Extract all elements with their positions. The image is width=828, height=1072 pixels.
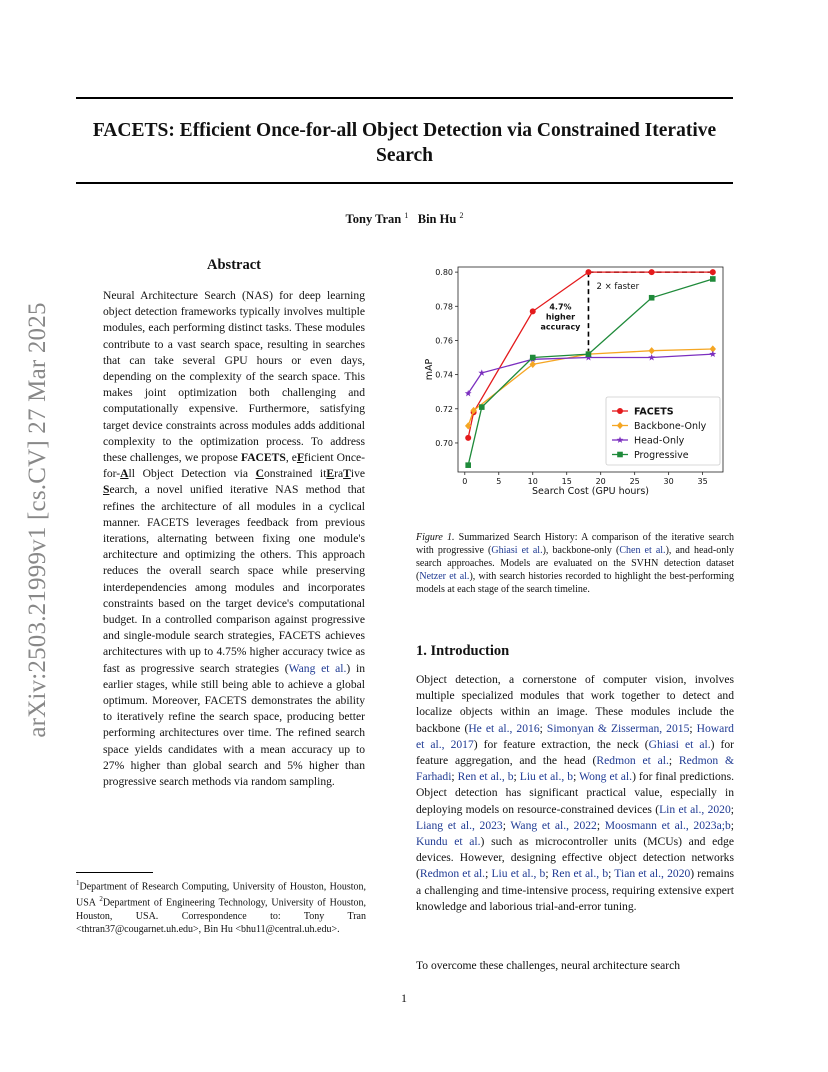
speedup-annotation: 2 × faster [596, 282, 640, 293]
citation-link[interactable]: He et al., 2016 [468, 721, 540, 735]
citation-link[interactable]: Liang et al., 2023 [416, 818, 503, 832]
data-point [586, 351, 592, 357]
y-tick-label: 0.72 [435, 404, 453, 414]
affiliation-mark: 2 [459, 211, 464, 220]
accuracy-annotation: accuracy [540, 322, 581, 332]
citation-link[interactable]: Tian et al., 2020 [614, 867, 691, 881]
y-tick-label: 0.70 [435, 438, 453, 448]
top-rule [76, 97, 733, 99]
data-point [479, 404, 485, 410]
y-tick-label: 0.78 [435, 302, 453, 312]
data-point [649, 269, 655, 275]
x-tick-label: 0 [462, 477, 468, 486]
x-tick-label: 5 [496, 477, 502, 486]
data-point [530, 355, 536, 361]
paper-title: FACETS: Efficient Once-for-all Object Detection via Constrained Iterative Search [92, 120, 717, 166]
citation-link[interactable]: Ghiasi et al. [491, 545, 543, 556]
abstract-text: Neural Architecture Search (NAS) for deep learning object detection frameworks typically involves multiple modules, each performing distinct tasks. These modules contribute to a vast search space, resulting in searches that can take several GPU hours or even days, depending on the complexity of the search space. This makes joint optimization both challenging and computationally expensive. Furthermore, satisfying target device constraints across modules adds additional complexity to the optimization process. To address these challenges, we propose FACETS, eFficient Once-for-All Object Detection via Constrained itEraTive Search, a novel unified iterative NAS method that refines the architecture of all modules in a cyclical manner. FACETS leverages feedback from previous iterations, alternating between fixing one module's architecture and optimizing the others. This approach reduces the overall search space while preserving interdependencies among modules and incorporates constraints based on the target device's computational budget. In a controlled comparison against progressive and single-module search strategies, FACETS achieves architectures with up to 4.75% higher accuracy twice as fast as progressive search strategies (Wang et al.) in earlier stages, while still being able to achieve a global optimum. Moreover, FACETS demonstrates the ability to iteratively refine the search space, producing better performing architectures over time. The refined search space yields candidates with a mean accuracy up to 27% higher than global search and 5% higher than progressive search methods via random sampling. [103, 289, 366, 789]
legend-label: FACETS [634, 406, 674, 418]
y-tick-label: 0.80 [435, 268, 453, 278]
citation-link[interactable]: Chen et al. [619, 545, 666, 556]
title-bottom-rule [76, 182, 733, 184]
data-point [478, 369, 485, 376]
citation-link[interactable]: Simonyan & Zisserman, 2015 [546, 721, 690, 735]
figure-caption: Figure 1. Summarized Search History: A comparison of the iterative search with progressive (Ghiasi et al.), backbone-only (Chen et al.), and head-only search approaches. Models are evaluated on the SVHN detection dataset (Netzer et al.), with search histories recorded to highlight the best-performing models at each stage of the search timeline. [416, 532, 734, 595]
accuracy-annotation: higher [545, 312, 576, 322]
citation-link[interactable]: Netzer et al. [419, 571, 470, 582]
citation-link[interactable]: Howard et al., 2017 [416, 721, 734, 751]
legend-label: Progressive [634, 450, 689, 461]
x-tick-label: 15 [561, 477, 572, 486]
citation-link[interactable]: Ghiasi et al. [648, 737, 711, 751]
data-point [465, 462, 471, 468]
citation-link[interactable]: Moosmann et al., 2023a;b [604, 818, 731, 832]
data-point [648, 354, 655, 361]
author-name: Bin Hu [417, 212, 457, 227]
affiliation-mark: 1 [404, 211, 409, 220]
abstract-heading: Abstract [207, 257, 261, 273]
author-list [76, 211, 733, 227]
data-point [648, 347, 654, 354]
x-tick-label: 25 [629, 477, 640, 486]
arxiv-identifier: arXiv:2503.21999v1 [cs.CV] 27 Mar 2025 [24, 302, 51, 738]
citation-link[interactable]: Wang et al. [288, 661, 347, 675]
legend-label: Head-Only [634, 435, 685, 447]
citation-link[interactable]: Ren et al., b [551, 867, 609, 881]
y-tick-label: 0.74 [435, 370, 453, 380]
data-point [649, 295, 655, 301]
footnote-divider [76, 872, 153, 873]
legend-marker [617, 452, 623, 458]
author-name: Tony Tran [345, 212, 402, 227]
x-tick-label: 20 [595, 477, 606, 486]
citation-link[interactable]: Redmon et al. [596, 754, 669, 768]
data-point [585, 269, 591, 275]
citation-link[interactable]: Wong et al. [579, 770, 633, 784]
accuracy-annotation: 4.7% [549, 302, 572, 312]
legend-marker [617, 408, 623, 414]
method-acronym-expansion: eFficient Once-for-All Object Detection via Constrained itEraTive S [103, 451, 366, 497]
x-tick-label: 10 [527, 477, 538, 486]
y-axis-label: mAP [424, 358, 435, 381]
data-point [709, 351, 716, 358]
y-tick-label: 0.76 [435, 336, 453, 346]
x-tick-label: 35 [697, 477, 708, 486]
intro-paragraph: To overcome these challenges, neural architecture search [416, 959, 681, 972]
citation-link[interactable]: Lin et al., 2020 [659, 802, 731, 816]
citation-link[interactable]: Liu et al., b [519, 770, 574, 784]
figure-label: Figure 1. [416, 532, 455, 543]
x-axis-label: Search Cost (GPU hours) [532, 486, 649, 497]
data-point [465, 435, 471, 441]
intro-paragraph: Object detection, a cornerstone of computer vision, involves multiple specialized modules that work together to detect and localize objects within an image. These modules include the backbone (He et al., 2016; Simonyan & Zisserman, 2015; Howard et al., 2017) for feature extraction, the neck (Ghiasi et al.) for feature aggregation, and the head (Redmon et al.; Redmon & Farhadi; Ren et al., b; Liu et al., b; Wong et al.) for final predictions. Object detection has significant practical value, especially in deploying models on resource-constrained devices (Lin et al., 2020; Liang et al., 2023; Wang et al., 2022; Moosmann et al., 2023a;b; Kundu et al.) such as microcontroller units (MCUs) and edge devices. However, designing effective object detection networks (Redmon et al.; Liu et al., b; Ren et al., b; Tian et al., 2020) remains a challenging and time-intensive process, requiring extensive expert knowledge and laborious trial-and-error tuning. [416, 673, 735, 913]
x-tick-label: 30 [663, 477, 674, 486]
search-history-chart [414, 257, 734, 532]
legend-label: Backbone-Only [634, 421, 707, 432]
citation-link[interactable]: Wang et al., 2022 [510, 818, 597, 832]
data-point [710, 269, 716, 275]
citation-link[interactable]: Liu et al., b [491, 867, 546, 881]
section-heading: 1. Introduction [416, 643, 510, 659]
citation-link[interactable]: Redmon et al. [419, 867, 486, 881]
page-number: 1 [401, 991, 407, 1005]
method-name: FACETS [240, 451, 286, 465]
data-point [530, 308, 536, 314]
citation-link[interactable]: Kundu et al. [416, 835, 481, 849]
footnote: $^1$Department of Research Computing, University of Houston, Houston, USA $^2$Department of Engineering Technology, University of Houston, Houston, USA. Correspondence to: Tony Tran <thtran37@cougarnet.uh.edu>, Bin Hu <bhu11@central.uh.edu>. [76, 879, 367, 935]
citation-link[interactable]: Ren et al., b [457, 770, 514, 784]
citation-link[interactable]: Redmon & Farhadi [416, 754, 734, 784]
data-point [710, 276, 716, 282]
